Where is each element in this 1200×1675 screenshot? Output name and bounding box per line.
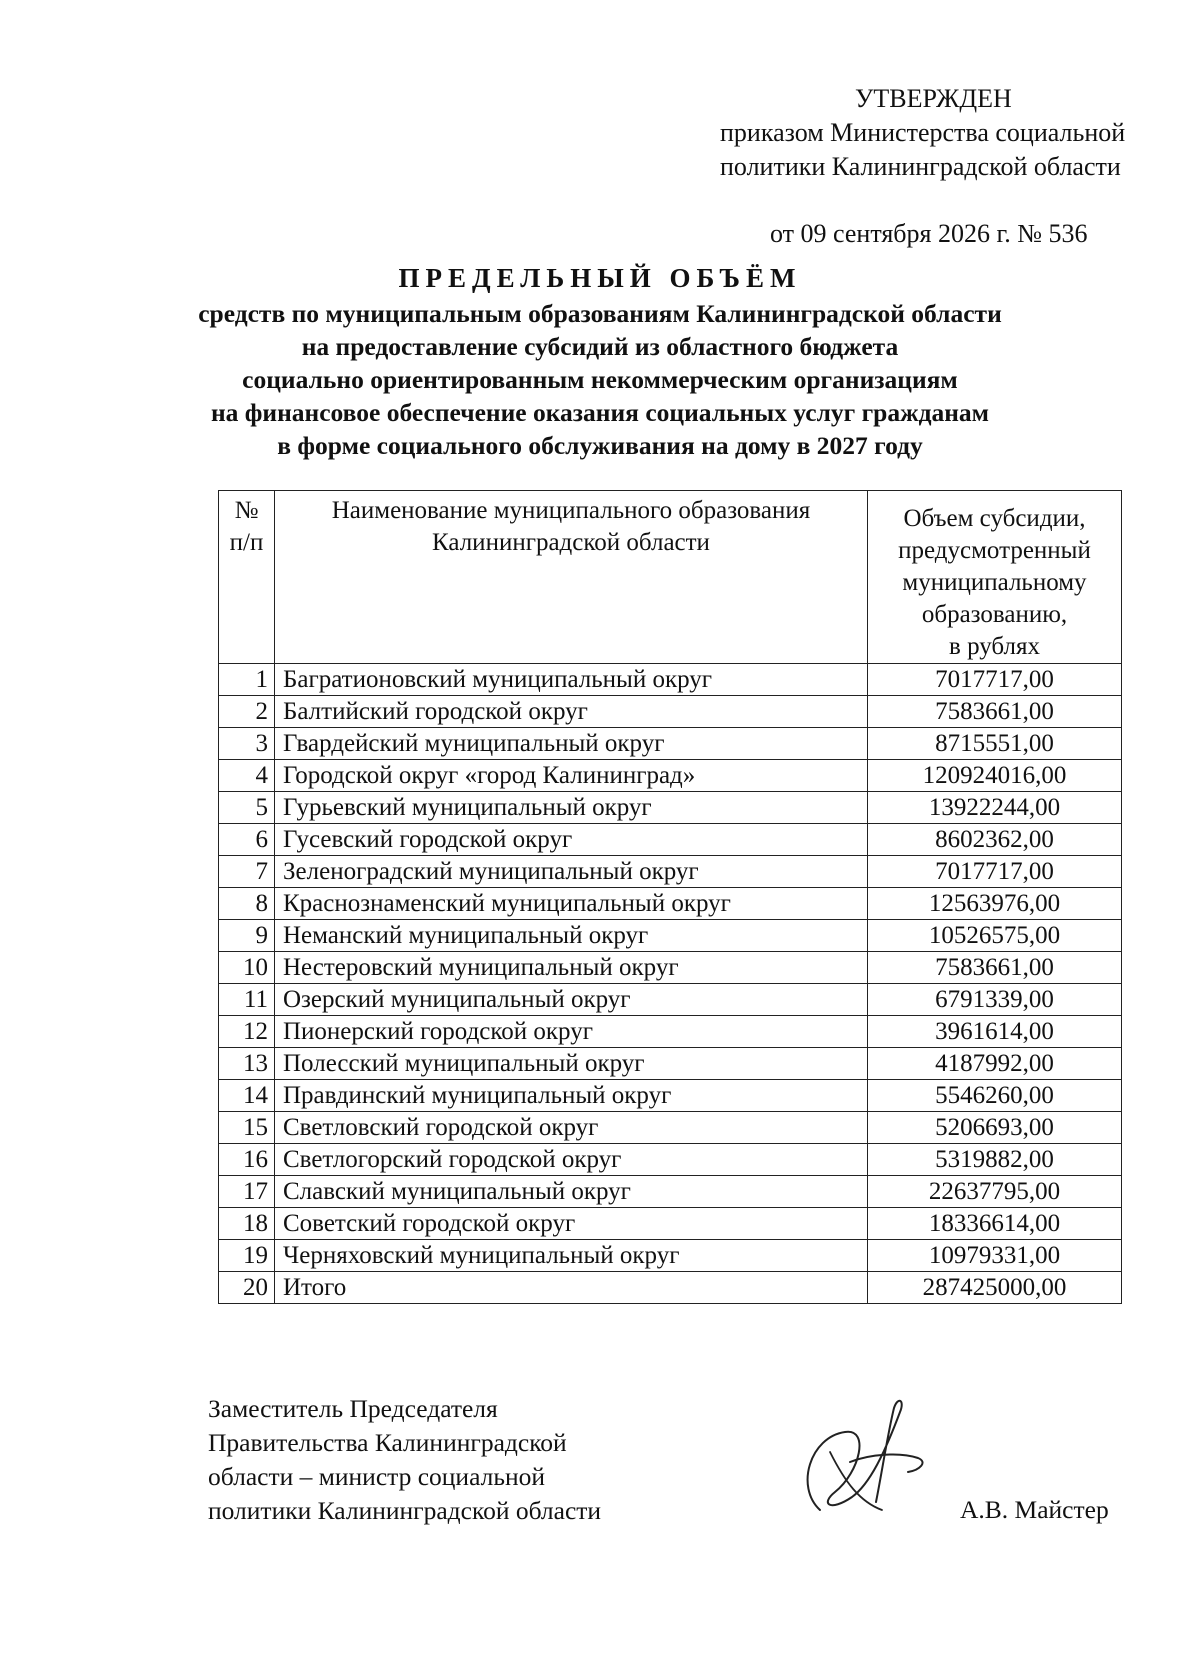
subsidy-table bbox=[218, 490, 1122, 1304]
row-amount: 10526575,00 bbox=[868, 920, 1122, 952]
row-number: 9 bbox=[219, 920, 275, 952]
row-amount: 8715551,00 bbox=[868, 728, 1122, 760]
heading-line: на предоставление субсидий из областного бюджета bbox=[301, 332, 899, 361]
position-line: Заместитель Председателя bbox=[208, 1394, 498, 1423]
position-line: Правительства Калининградской bbox=[208, 1428, 567, 1457]
row-amount: 12563976,00 bbox=[868, 888, 1122, 920]
row-amount: 287425000,00 bbox=[868, 1272, 1122, 1304]
row-amount: 7583661,00 bbox=[868, 952, 1122, 984]
row-municipality: Правдинский муниципальный округ bbox=[275, 1080, 868, 1112]
document-heading bbox=[130, 262, 1070, 462]
row-municipality: Краснознаменский муниципальный округ bbox=[275, 888, 868, 920]
row-number: 8 bbox=[219, 888, 275, 920]
table-row bbox=[219, 664, 1122, 696]
table-row bbox=[219, 1080, 1122, 1112]
table-row bbox=[219, 696, 1122, 728]
row-amount: 22637795,00 bbox=[868, 1176, 1122, 1208]
row-amount: 10979331,00 bbox=[868, 1240, 1122, 1272]
header-subsidy-amount bbox=[868, 491, 1122, 664]
header-number-line: № bbox=[234, 497, 259, 524]
row-number: 17 bbox=[219, 1176, 275, 1208]
table-row bbox=[219, 1112, 1122, 1144]
signatory-name: А.В. Майстер bbox=[960, 1495, 1109, 1524]
approval-line: приказом Министерства социальной bbox=[720, 118, 1126, 147]
order-date-number: от 09 сентября 2026 г. № 536 bbox=[770, 219, 1088, 248]
table-row bbox=[219, 1016, 1122, 1048]
row-amount: 7017717,00 bbox=[868, 856, 1122, 888]
row-number: 2 bbox=[219, 696, 275, 728]
table-row bbox=[219, 952, 1122, 984]
row-number: 6 bbox=[219, 824, 275, 856]
row-amount: 4187992,00 bbox=[868, 1048, 1122, 1080]
table-header-row bbox=[219, 491, 1122, 664]
row-municipality: Багратионовский муниципальный округ bbox=[275, 664, 868, 696]
document-title: ПРЕДЕЛЬНЫЙ ОБЪЁМ bbox=[398, 263, 802, 293]
row-municipality: Славский муниципальный округ bbox=[275, 1176, 868, 1208]
row-municipality: Черняховский муниципальный округ bbox=[275, 1240, 868, 1272]
position-line: политики Калининградской области bbox=[208, 1496, 602, 1525]
row-amount: 7583661,00 bbox=[868, 696, 1122, 728]
table-row bbox=[219, 920, 1122, 952]
table-row bbox=[219, 1176, 1122, 1208]
row-municipality: Гусевский городской округ bbox=[275, 824, 868, 856]
row-amount: 8602362,00 bbox=[868, 824, 1122, 856]
heading-line: на финансовое обеспечение оказания социальных услуг гражданам bbox=[210, 398, 990, 427]
row-number: 3 bbox=[219, 728, 275, 760]
row-number: 7 bbox=[219, 856, 275, 888]
header-municipality bbox=[275, 491, 868, 664]
row-number: 19 bbox=[219, 1240, 275, 1272]
approval-line: политики Калининградской области bbox=[720, 152, 1121, 181]
table-row bbox=[219, 1208, 1122, 1240]
table-row bbox=[219, 824, 1122, 856]
table-total-row bbox=[219, 1272, 1122, 1304]
heading-line: социально ориентированным некоммерческим организациям bbox=[242, 365, 958, 394]
row-number: 18 bbox=[219, 1208, 275, 1240]
row-amount: 7017717,00 bbox=[868, 664, 1122, 696]
position-line: области – министр социальной bbox=[208, 1462, 546, 1491]
handwritten-signature bbox=[790, 1392, 940, 1522]
row-number: 13 bbox=[219, 1048, 275, 1080]
row-municipality: Озерский муниципальный округ bbox=[275, 984, 868, 1016]
row-municipality: Советский городской округ bbox=[275, 1208, 868, 1240]
signatory-position bbox=[208, 1392, 708, 1528]
row-municipality: Гурьевский муниципальный округ bbox=[275, 792, 868, 824]
approval-title: УТВЕРЖДЕН bbox=[855, 84, 1012, 113]
header-amount-line: Объем субсидии, bbox=[903, 505, 1086, 532]
row-municipality: Зеленоградский муниципальный округ bbox=[275, 856, 868, 888]
header-amount-line: муниципальному bbox=[902, 569, 1087, 596]
row-number: 4 bbox=[219, 760, 275, 792]
row-number: 1 bbox=[219, 664, 275, 696]
table-row bbox=[219, 728, 1122, 760]
table-row bbox=[219, 1144, 1122, 1176]
row-municipality: Итого bbox=[275, 1272, 868, 1304]
row-municipality: Неманский муниципальный округ bbox=[275, 920, 868, 952]
row-municipality: Балтийский городской округ bbox=[275, 696, 868, 728]
table-row bbox=[219, 1240, 1122, 1272]
header-amount-line: предусмотренный bbox=[898, 537, 1091, 564]
row-number: 15 bbox=[219, 1112, 275, 1144]
row-number: 16 bbox=[219, 1144, 275, 1176]
table-body bbox=[219, 664, 1122, 1304]
table-row bbox=[219, 856, 1122, 888]
row-municipality: Пионерский городской округ bbox=[275, 1016, 868, 1048]
row-number: 11 bbox=[219, 984, 275, 1016]
header-amount-line: в рублях bbox=[949, 633, 1040, 660]
row-amount: 13922244,00 bbox=[868, 792, 1122, 824]
row-number: 10 bbox=[219, 952, 275, 984]
row-amount: 5206693,00 bbox=[868, 1112, 1122, 1144]
header-municipality-line: Наименование муниципального образования bbox=[331, 497, 811, 524]
row-number: 14 bbox=[219, 1080, 275, 1112]
approval-stamp bbox=[720, 82, 1160, 184]
header-amount-line: образованию, bbox=[921, 601, 1068, 628]
table-row bbox=[219, 1048, 1122, 1080]
row-municipality: Светловский городской округ bbox=[275, 1112, 868, 1144]
row-number: 20 bbox=[219, 1272, 275, 1304]
row-municipality: Городской округ «город Калининград» bbox=[275, 760, 868, 792]
row-municipality: Полесский муниципальный округ bbox=[275, 1048, 868, 1080]
row-amount: 6791339,00 bbox=[868, 984, 1122, 1016]
table-row bbox=[219, 888, 1122, 920]
header-municipality-line: Калининградской области bbox=[432, 529, 710, 556]
row-municipality: Гвардейский муниципальный округ bbox=[275, 728, 868, 760]
heading-line: в форме социального обслуживания на дому в 2027 году bbox=[277, 431, 923, 460]
row-municipality: Нестеровский муниципальный округ bbox=[275, 952, 868, 984]
header-number bbox=[219, 491, 275, 664]
heading-line: средств по муниципальным образованиям Калининградской области bbox=[198, 299, 1002, 328]
row-amount: 3961614,00 bbox=[868, 1016, 1122, 1048]
row-amount: 18336614,00 bbox=[868, 1208, 1122, 1240]
row-amount: 5319882,00 bbox=[868, 1144, 1122, 1176]
row-municipality: Светлогорский городской округ bbox=[275, 1144, 868, 1176]
row-number: 12 bbox=[219, 1016, 275, 1048]
row-amount: 120924016,00 bbox=[868, 760, 1122, 792]
table-row bbox=[219, 792, 1122, 824]
row-number: 5 bbox=[219, 792, 275, 824]
row-amount: 5546260,00 bbox=[868, 1080, 1122, 1112]
header-number-line: п/п bbox=[229, 529, 264, 556]
table-row bbox=[219, 984, 1122, 1016]
table-row bbox=[219, 760, 1122, 792]
